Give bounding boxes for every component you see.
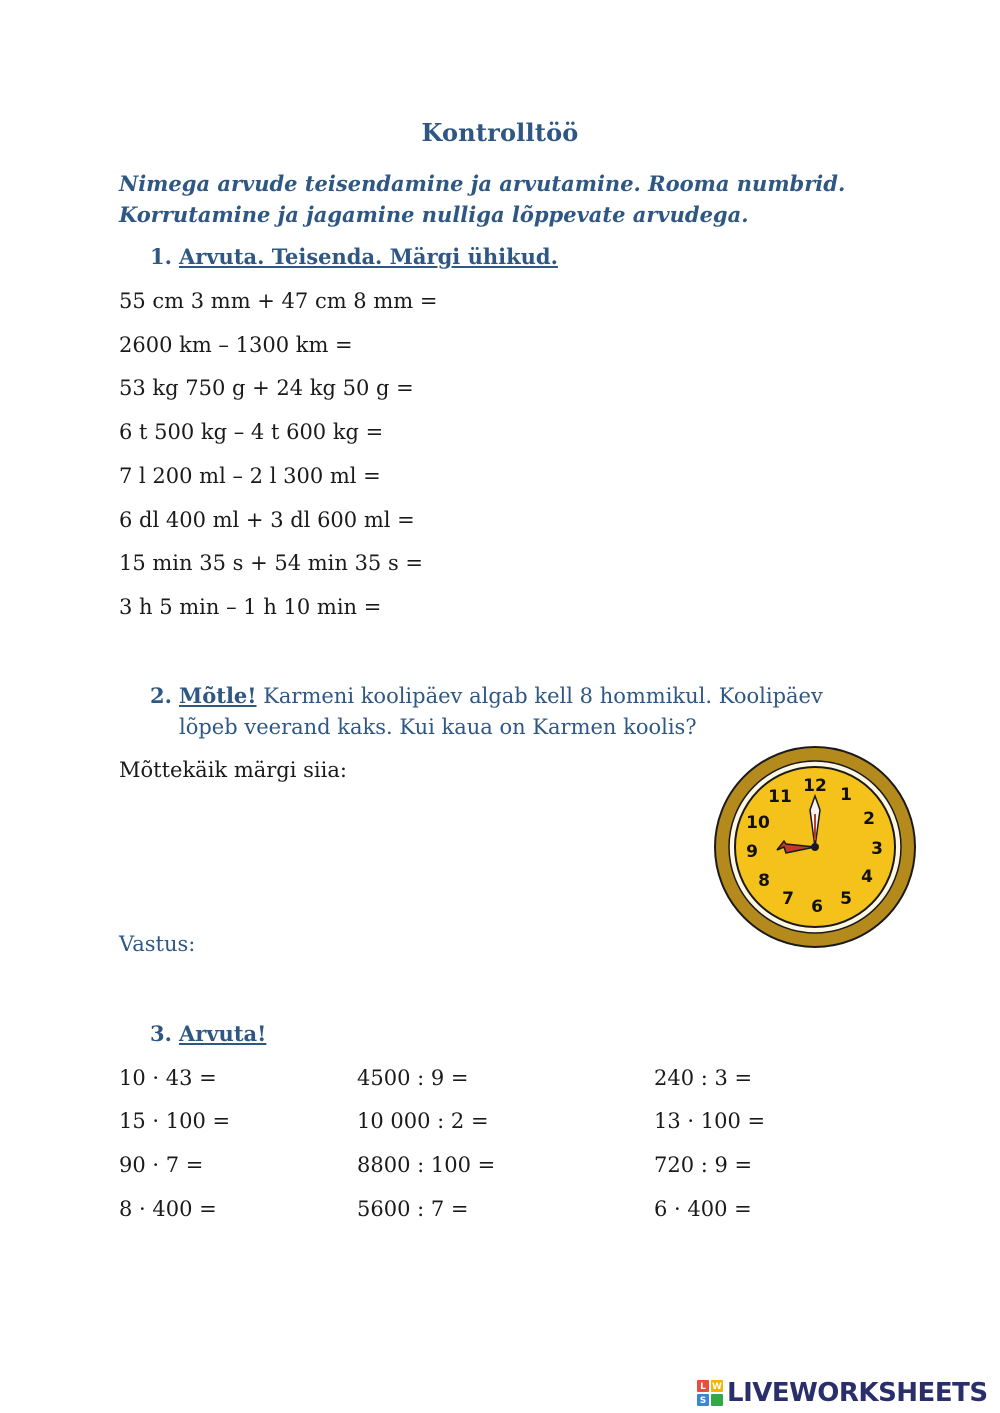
grid-exercise: 720 : 9 =: [654, 1153, 753, 1177]
exercise-line: 6 t 500 kg – 4 t 600 kg =: [119, 420, 384, 444]
grid-exercise: 15 · 100 =: [119, 1109, 231, 1133]
grid-exercise: 10 000 : 2 =: [357, 1109, 489, 1133]
section-3-heading: [150, 1021, 266, 1046]
exercise-line: 6 dl 400 ml + 3 dl 600 ml =: [119, 508, 415, 532]
page-subtitle: [119, 168, 939, 230]
section-2-question: [150, 680, 870, 743]
page-title: Kontrolltöö: [421, 118, 579, 147]
section-1-heading: [150, 244, 558, 269]
exercise-line: 55 cm 3 mm + 47 cm 8 mm =: [119, 289, 438, 313]
clock-number: 4: [861, 867, 873, 887]
liveworksheets-brand[interactable]: [697, 1376, 988, 1410]
clock-illustration: [712, 744, 918, 950]
clock-number: 7: [782, 889, 794, 909]
exercise-line: 15 min 35 s + 54 min 35 s =: [119, 551, 424, 575]
work-label: Mõttekäik märgi siia:: [119, 758, 347, 782]
grid-exercise: 8 · 400 =: [119, 1197, 217, 1221]
clock-number: 2: [863, 809, 875, 829]
clock-number: 5: [840, 889, 852, 909]
grid-exercise: 4500 : 9 =: [357, 1066, 469, 1090]
clock-number: 9: [746, 842, 758, 862]
grid-exercise: 240 : 3 =: [654, 1066, 753, 1090]
clock-center-pin: [811, 843, 819, 851]
section-1-title: Arvuta. Teisenda. Märgi ühikud.: [179, 244, 558, 269]
exercise-line: 7 l 200 ml – 2 l 300 ml =: [119, 464, 381, 488]
exercise-line: 53 kg 750 g + 24 kg 50 g =: [119, 376, 414, 400]
clock-number: 10: [746, 813, 770, 833]
grid-exercise: 10 · 43 =: [119, 1066, 217, 1090]
clock-number: 8: [758, 871, 770, 891]
clock-number: 3: [871, 839, 883, 859]
grid-exercise: 5600 : 7 =: [357, 1197, 469, 1221]
exercise-line: 2600 km – 1300 km =: [119, 333, 353, 357]
grid-exercise: 8800 : 100 =: [357, 1153, 496, 1177]
answer-label: Vastus:: [119, 932, 196, 956]
section-2-text-line-1: Karmeni koolipäev algab kell 8 hommikul. Koolipäev: [263, 684, 823, 708]
section-2-number: 2.: [150, 683, 172, 708]
clock-number: 11: [768, 787, 792, 807]
liveworksheets-logo-icon: [697, 1380, 723, 1406]
logo-letter: S: [699, 1396, 707, 1406]
liveworksheets-wordmark: LIVEWORKSHEETS: [727, 1378, 988, 1408]
logo-letter: W: [712, 1382, 722, 1392]
section-2-text-line-2: lõpeb veerand kaks. Kui kaua on Karmen koolis?: [179, 715, 697, 739]
section-3-title: Arvuta!: [179, 1021, 267, 1046]
grid-exercise: 13 · 100 =: [654, 1109, 766, 1133]
section-3-number: 3.: [150, 1021, 172, 1046]
grid-exercise: 90 · 7 =: [119, 1153, 204, 1177]
clock-number: 1: [840, 785, 852, 805]
grid-exercise: 6 · 400 =: [654, 1197, 752, 1221]
clock-number: 12: [803, 776, 827, 796]
subtitle-line-1: Nimega arvude teisendamine ja arvutamine. Rooma numbrid.: [119, 171, 846, 196]
section-1-number: 1.: [150, 244, 172, 269]
exercise-line: 3 h 5 min – 1 h 10 min =: [119, 595, 382, 619]
clock-number: 6: [811, 897, 823, 917]
logo-letter: L: [700, 1382, 706, 1392]
subtitle-line-2: Korrutamine ja jagamine nulliga lõppevate arvudega.: [119, 202, 749, 227]
section-2-lead: Mõtle!: [179, 683, 257, 708]
